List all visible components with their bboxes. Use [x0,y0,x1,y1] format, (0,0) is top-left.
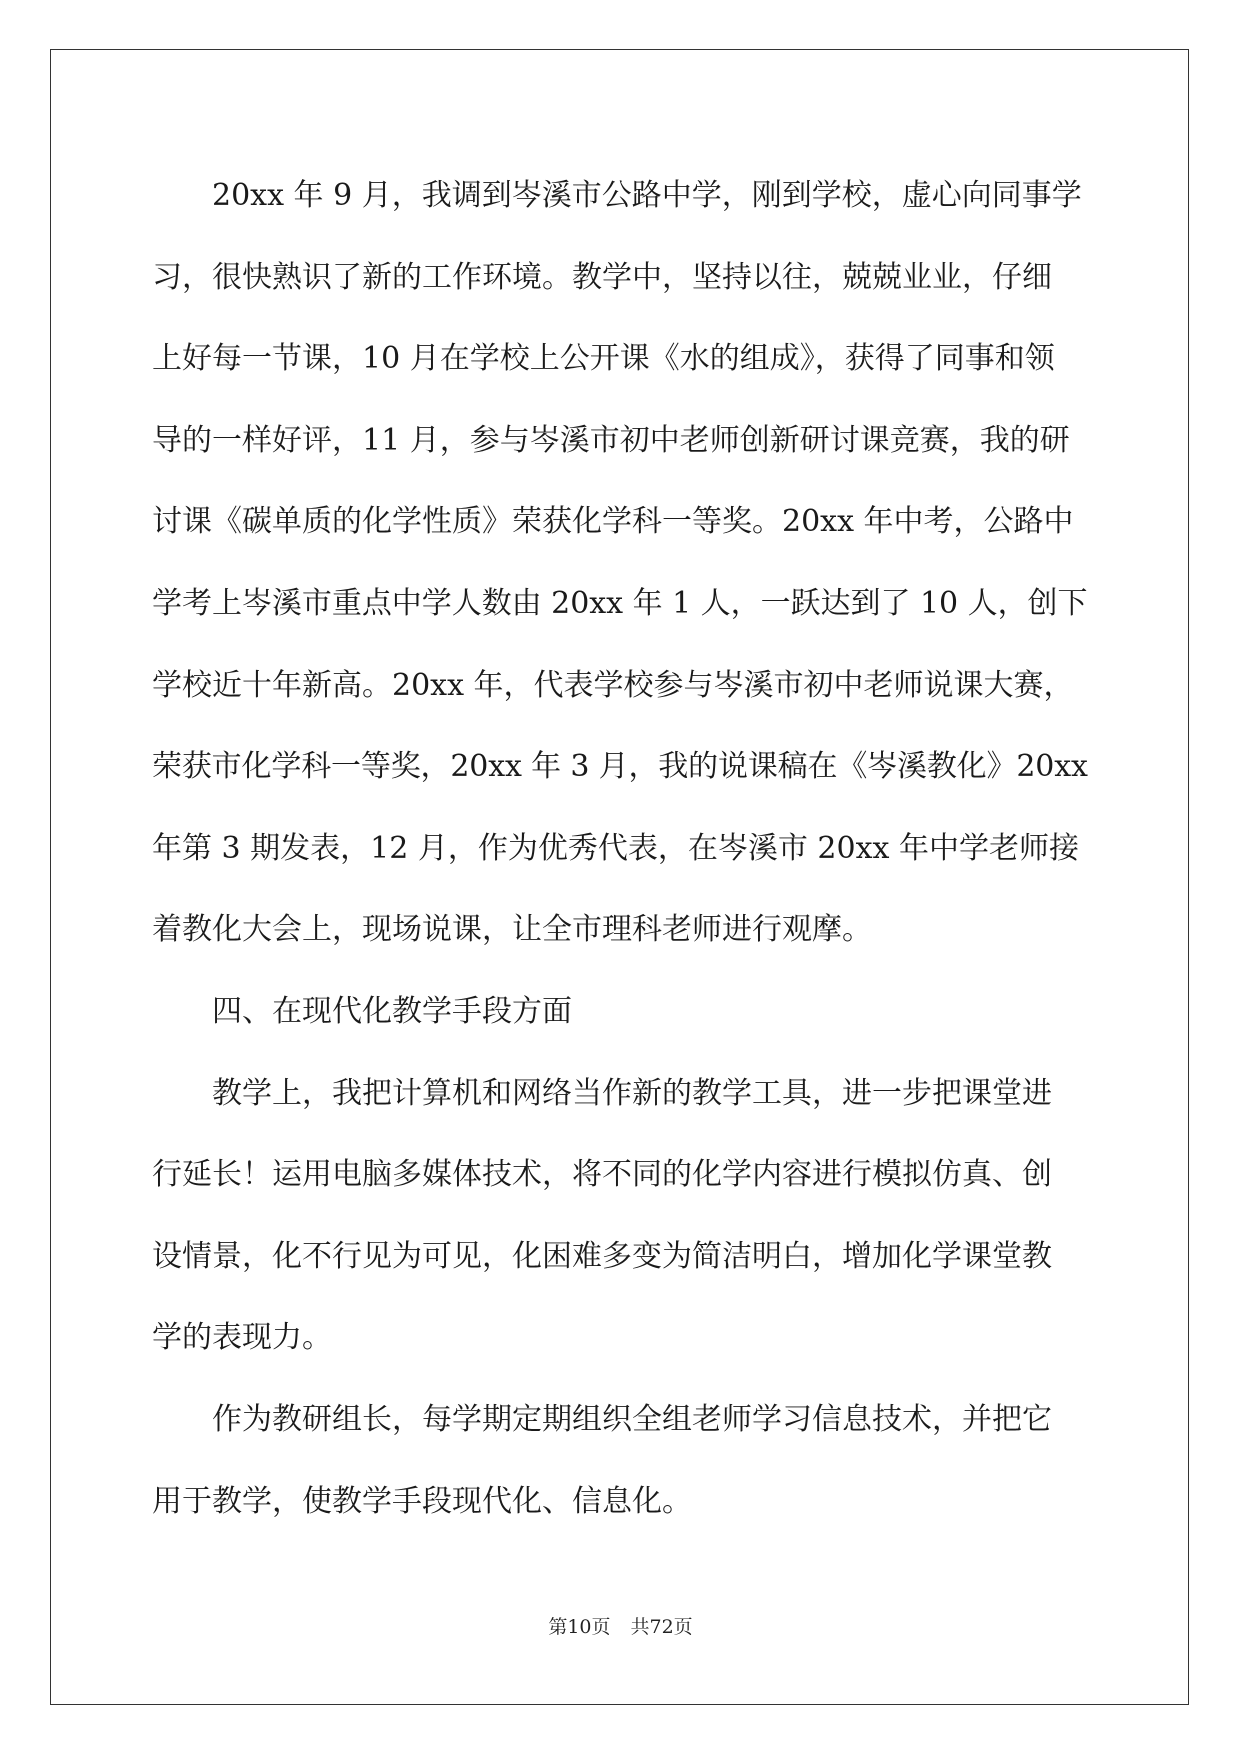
text-line: 年第 3 期发表，12 月，作为优秀代表，在岑溪市 20xx 年中学老师接 [152,830,1079,866]
text-line: 20xx 年 9 月，我调到岑溪市公路中学，刚到学校，虚心向同事学 [212,178,1082,213]
text-line: 导的一样好评，11 月，参与岑溪市初中老师创新研讨课竞赛，我的研 [152,422,1070,458]
page-total: 共72页 [630,1616,693,1638]
text-line: 上好每一节课，10 月在学校上公开课《水的组成》，获得了同事和领 [152,341,1055,377]
text-line: 学的表现力。 [152,1320,332,1356]
text-line: 习，很快熟识了新的工作环境。教学中，坚持以往，兢兢业业，仔细 [152,259,1052,295]
section-heading: 四、在现代化教学手段方面 [212,993,572,1029]
document-body [152,155,1088,1542]
page-number: 第10页 [548,1616,611,1638]
text-line: 学校近十年新高。20xx 年，代表学校参与岑溪市初中老师说课大赛， [152,667,1074,703]
text-line: 教学上，我把计算机和网络当作新的教学工具，进一步把课堂进 [212,1075,1052,1111]
text-line: 行延长！运用电脑多媒体技术，将不同的化学内容进行模拟仿真、创 [152,1157,1052,1193]
text-line: 设情景，化不行见为可见，化困难多变为简洁明白，增加化学课堂教 [152,1238,1052,1274]
page-footer [0,1612,1241,1639]
text-line: 着教化大会上，现场说课，让全市理科老师进行观摩。 [152,912,872,948]
text-line: 用于教学，使教学手段现代化、信息化。 [152,1483,692,1519]
text-line: 荣获市化学科一等奖，20xx 年 3 月，我的说课稿在《岑溪教化》20xx [152,749,1088,785]
text-line: 作为教研组长，每学期定期组织全组老师学习信息技术，并把它 [212,1401,1052,1437]
text-line: 学考上岑溪市重点中学人数由 20xx 年 1 人，一跃达到了 10 人，创下 [152,585,1088,621]
text-line: 讨课《碳单质的化学性质》荣获化学科一等奖。20xx 年中考，公路中 [152,504,1074,540]
